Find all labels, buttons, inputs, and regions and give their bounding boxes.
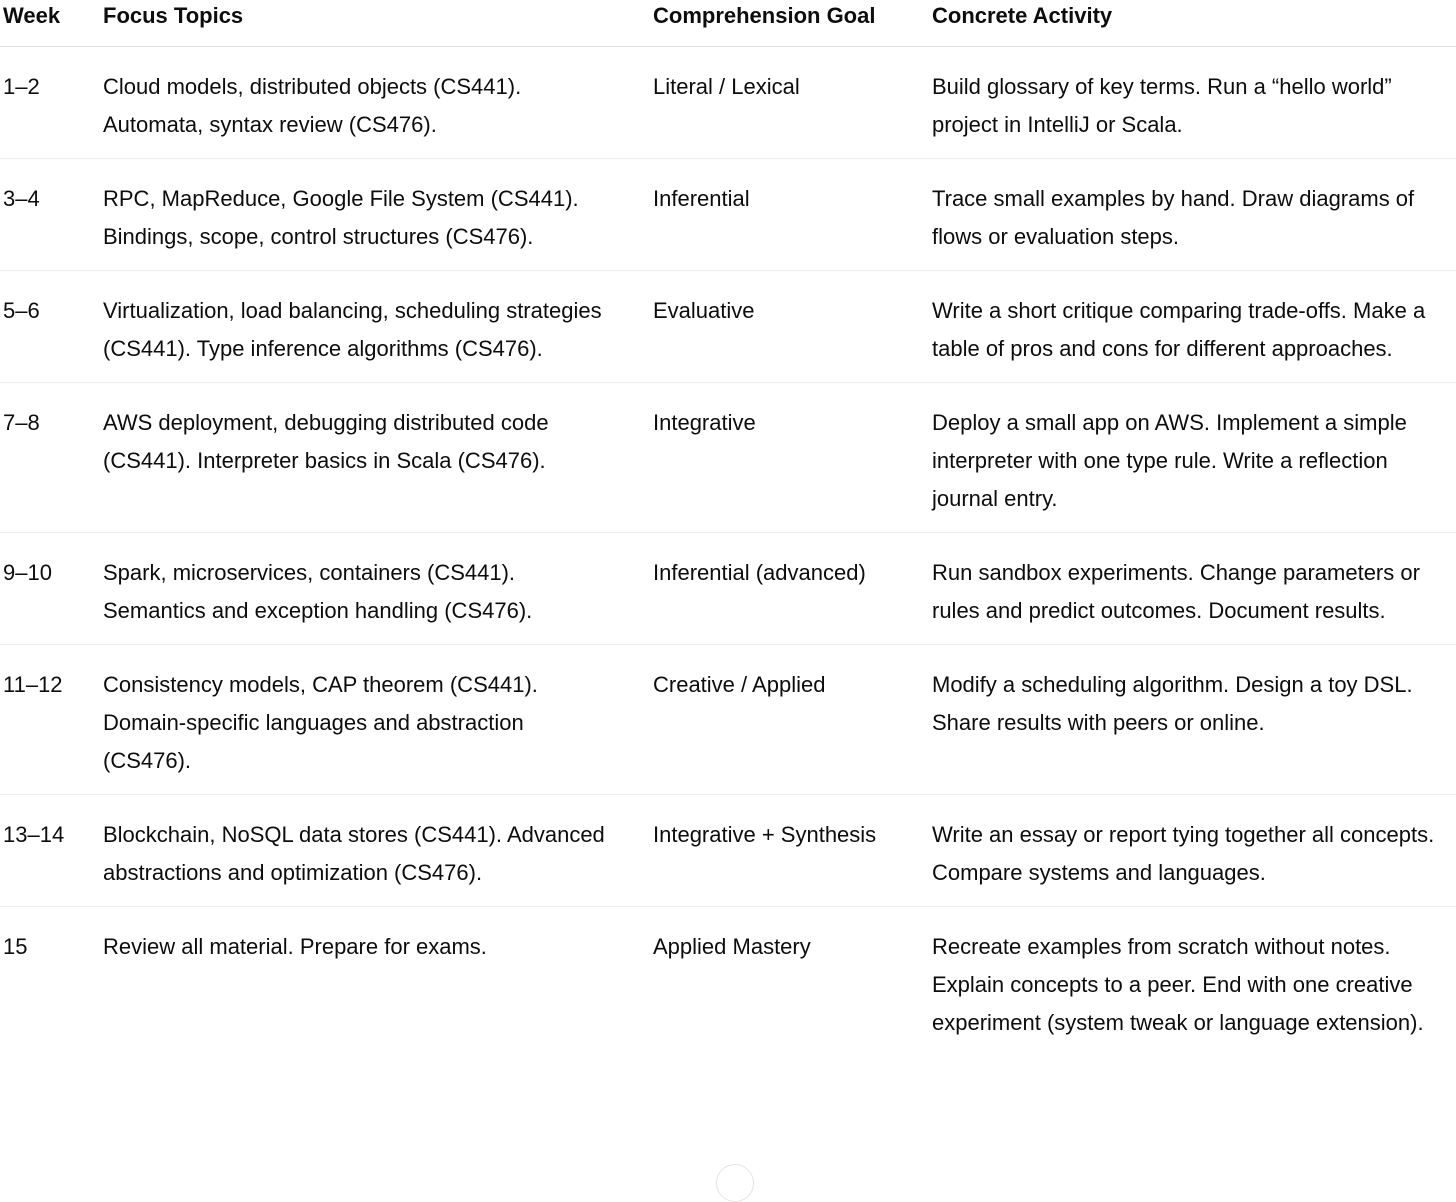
header-comprehension-goal: Comprehension Goal	[650, 0, 929, 47]
table-row	[0, 159, 1456, 271]
header-week: Week	[0, 0, 100, 47]
week-cell: 3–4	[0, 159, 100, 271]
comprehension-goal-cell: Inferential	[650, 159, 929, 271]
table-row	[0, 271, 1456, 383]
week-cell: 7–8	[0, 383, 100, 533]
concrete-activity-cell: Build glossary of key terms. Run a “hello world” project in IntelliJ or Scala.	[929, 47, 1456, 159]
table-row	[0, 795, 1456, 907]
concrete-activity-cell: Run sandbox experiments. Change parameters or rules and predict outcomes. Document results.	[929, 533, 1456, 645]
scroll-down-button[interactable]	[716, 1164, 754, 1202]
focus-topics-cell: RPC, MapReduce, Google File System (CS441). Bindings, scope, control structures (CS476).	[100, 159, 650, 271]
week-cell: 11–12	[0, 645, 100, 795]
comprehension-goal-cell: Integrative + Synthesis	[650, 795, 929, 907]
header-row	[0, 0, 1456, 47]
comprehension-goal-cell: Inferential (advanced)	[650, 533, 929, 645]
concrete-activity-cell: Trace small examples by hand. Draw diagrams of flows or evaluation steps.	[929, 159, 1456, 271]
concrete-activity-cell: Deploy a small app on AWS. Implement a simple interpreter with one type rule. Write a reflection journal entry.	[929, 383, 1456, 533]
table-row	[0, 907, 1456, 1057]
concrete-activity-cell: Write a short critique comparing trade-offs. Make a table of pros and cons for different approaches.	[929, 271, 1456, 383]
week-cell: 5–6	[0, 271, 100, 383]
focus-topics-cell: Virtualization, load balancing, scheduling strategies (CS441). Type inference algorithms (CS476).	[100, 271, 650, 383]
table-row	[0, 533, 1456, 645]
week-cell: 13–14	[0, 795, 100, 907]
table-body	[0, 47, 1456, 1057]
comprehension-goal-cell: Applied Mastery	[653, 934, 811, 959]
table-row	[0, 383, 1456, 533]
focus-topics-cell: Spark, microservices, containers (CS441). Semantics and exception handling (CS476).	[100, 533, 650, 645]
concrete-activity-cell: Recreate examples from scratch without notes. Explain concepts to a peer. End with one creative experiment (system tweak or language extension).	[932, 934, 1424, 1035]
header-concrete-activity: Concrete Activity	[929, 0, 1456, 47]
concrete-activity-cell: Modify a scheduling algorithm. Design a toy DSL. Share results with peers or online.	[929, 645, 1456, 795]
table-row	[0, 47, 1456, 159]
concrete-activity-cell: Write an essay or report tying together all concepts. Compare systems and languages.	[929, 795, 1456, 907]
focus-topics-cell: Cloud models, distributed objects (CS441). Automata, syntax review (CS476).	[100, 47, 650, 159]
comprehension-goal-cell: Literal / Lexical	[650, 47, 929, 159]
table-row	[0, 645, 1456, 795]
table-header	[0, 0, 1456, 47]
comprehension-goal-cell: Integrative	[650, 383, 929, 533]
focus-topics-cell: Consistency models, CAP theorem (CS441). Domain-specific languages and abstraction (CS476).	[100, 645, 650, 795]
focus-topics-cell: Review all material. Prepare for exams.	[103, 934, 487, 959]
week-cell: 15	[3, 934, 28, 959]
week-cell: 9–10	[0, 533, 100, 645]
comprehension-goal-cell: Evaluative	[650, 271, 929, 383]
focus-topics-cell: AWS deployment, debugging distributed code (CS441). Interpreter basics in Scala (CS476).	[100, 383, 650, 533]
week-cell: 1–2	[0, 47, 100, 159]
focus-topics-cell: Blockchain, NoSQL data stores (CS441). Advanced abstractions and optimization (CS476).	[100, 795, 650, 907]
header-focus-topics: Focus Topics	[100, 0, 650, 47]
comprehension-goal-cell: Creative / Applied	[650, 645, 929, 795]
